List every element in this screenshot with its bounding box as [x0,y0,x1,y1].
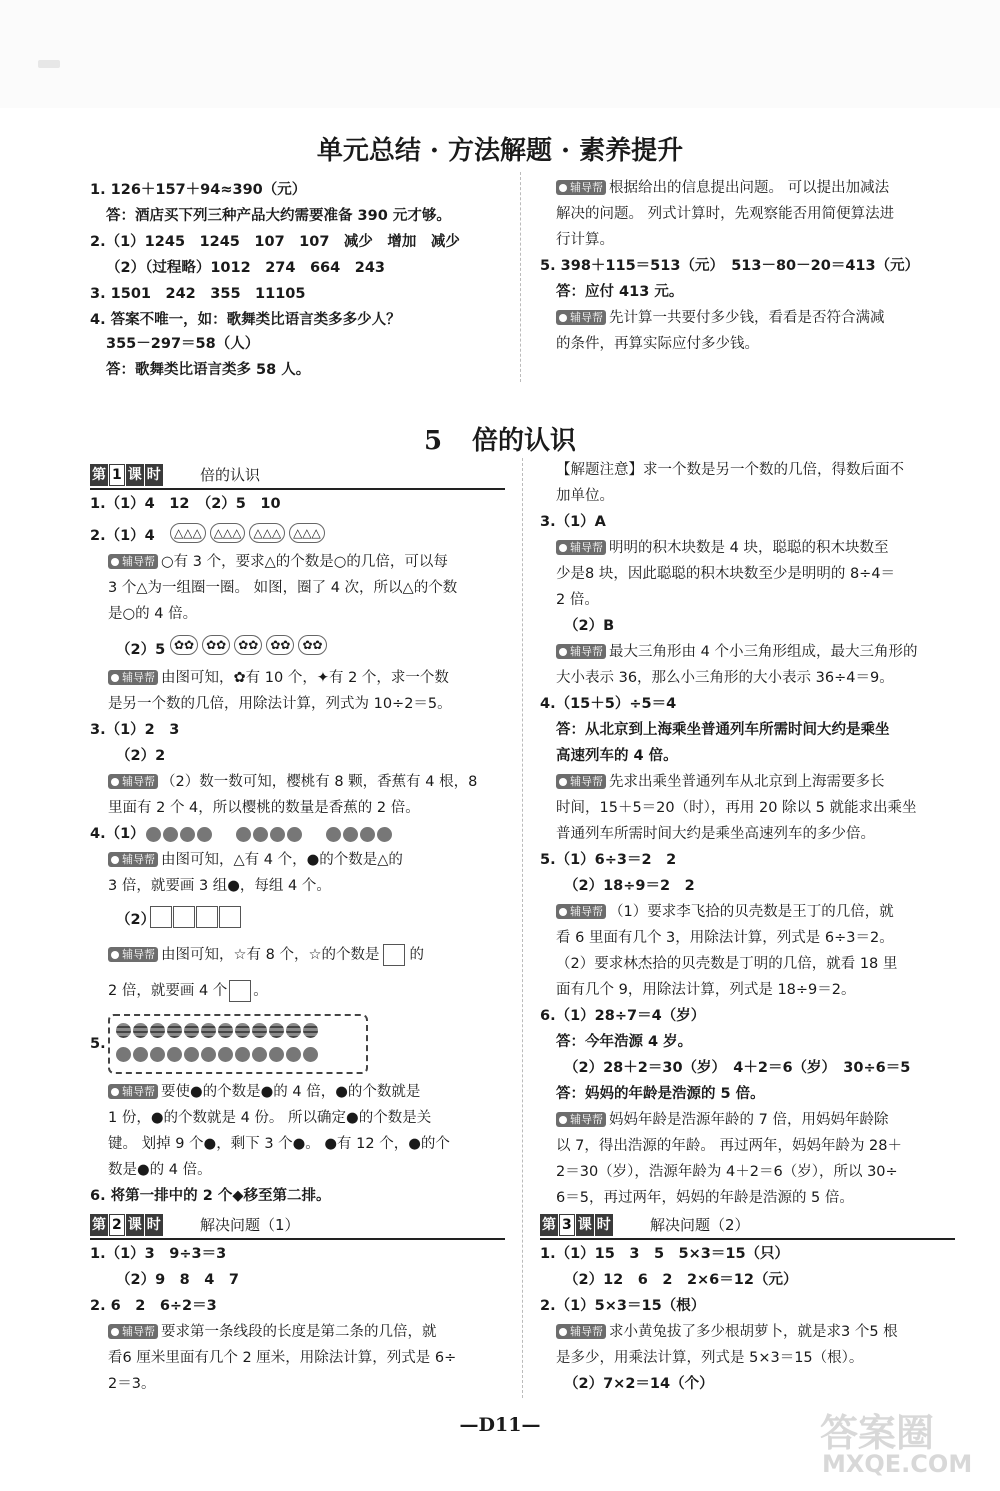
l1-hint4-1: 辅导帮 由图可知，△有 4 个，●的个数是△的 [108,850,403,870]
hint-badge: 辅导帮 [108,852,158,867]
triangle-group: △△△ [210,523,246,543]
hint-badge: 辅导帮 [556,180,606,195]
l2-q1-2: （2）9 8 4 7 [116,1272,239,1288]
lesson2-header [90,1214,505,1240]
square-box [196,906,218,928]
r-hint5-3: （2）要求林杰拾的贝壳数是丁明的几倍，就看 18 里 [556,956,898,972]
l2-hint-3: 2＝3。 [108,1376,156,1392]
triangle-group: △△△ [249,523,285,543]
r-q6-ans-2: 答：妈妈的年龄是浩源的 5 倍。 [556,1086,765,1102]
dot [360,827,375,842]
l1-hint3-2: 里面有 2 个 4，所以樱桃的数量是香蕉的 2 倍。 [108,800,420,816]
r-q3-1: 3.（1）A [540,514,606,530]
r-hint5-1: 辅导帮 （1）要求李飞拾的贝壳数是王丁的几倍，就 [556,902,894,922]
l1-q5: 5. [90,1036,106,1052]
dot [236,827,251,842]
squares-figure [150,906,242,928]
l2-q2: 2. 6 2 6÷2＝3 [90,1298,217,1314]
r-hint5-4: 面有几个 9，用除法计算，列式是 18÷9＝2。 [556,982,856,998]
hint-badge: 辅导帮 [556,774,606,789]
summary-hint1-line2: 解决的问题。 列式计算时，先观察能否用简便算法进 [556,206,895,222]
lesson3-header [540,1214,955,1240]
dot [270,827,285,842]
r-note-1: 【解题注意】求一个数是另一个数的几倍，得数后面不 [556,462,904,478]
l1-hint4b-1: 辅导帮 由图可知，☆有 8 个，☆的个数是 的 [108,944,424,966]
l1-hint5-2: 1 份，●的个数就是 4 份。 所以确定●的个数是关 [108,1110,432,1126]
l1-q6: 6. 将第一排中的 2 个◆移至第二排。 [90,1188,331,1204]
l2-hint-2: 看6 厘米里面有几个 2 厘米，用除法计算，列式是 6÷ [108,1350,457,1366]
dot [180,827,195,842]
l1-q1: 1.（1）4 12 （2）5 10 [90,496,281,512]
l3-q1-1: 1.（1）15 3 5 5×3＝15（只） [540,1246,790,1262]
square-box [229,980,251,1002]
dots-groups-figure [146,824,394,843]
r-q4-ans-2: 高速列车的 4 倍。 [556,748,678,764]
l1-hint5-1: 辅导帮 要使●的个数是●的 4 倍，●的个数就是 [108,1082,420,1102]
summary-q5: 5. 398＋115＝513（元） 513－80－20＝413（元） [540,258,920,274]
l1-hint2b-2: 是另一个数的几倍，用除法计算，列式为 10÷2＝5。 [108,696,452,712]
r-q6-ans-1: 答：今年浩源 4 岁。 [556,1034,693,1050]
l3-q2-2: （2）7×2＝14（个） [564,1376,714,1392]
r-note-2: 加单位。 [556,488,614,504]
summary-q4-answer: 答：歌舞类比语言类多 58 人。 [106,362,311,378]
flower-group: ✿✿ [298,635,326,655]
chapter-title: 5 倍的认识 [423,426,577,456]
summary-hint1-line1: 辅导帮 根据给出的信息提出问题。 可以提出加减法 [556,178,889,198]
r-hint6-3: 2＝30（岁），浩源年龄为 4＋2＝6（岁），所以 30÷ [556,1164,898,1180]
square-box [150,906,172,928]
dot [253,827,268,842]
hint-badge: 辅导帮 [556,644,606,659]
dot [377,827,392,842]
r-q4: 4.（15＋5）÷5＝4 [540,696,677,712]
summary-hint2-line2: 的条件，再算实际应付多少钱。 [556,336,759,352]
summary-hint1-line3: 行计算。 [556,232,614,248]
flower-group: ✿✿ [202,635,230,655]
dot [326,827,341,842]
r-hint4-3: 普通列车所需时间大约是乘坐高速列车的多少倍。 [556,826,875,842]
column-divider [522,458,524,1398]
r-q6-1: 6.（1）28÷7＝4（岁） [540,1008,706,1024]
dot [197,827,212,842]
summary-q5-answer: 答：应付 413 元。 [556,284,684,300]
l1-hint2b-1: 辅导帮 由图可知，✿有 10 个，✦有 2 个，求一个数 [108,668,449,688]
summary-q4-calc: 355－297＝58（人） [106,336,260,352]
dot [146,827,161,842]
r-hint3-3: 2 倍。 [556,592,599,608]
l1-hint2-1: 辅导帮 ○有 3 个，要求△的个数是○的几倍，可以每 [108,552,448,572]
hint-badge: 辅导帮 [556,1324,606,1339]
r-q5-1: 5.（1）6÷3＝2 2 [540,852,677,868]
r-hint3-2: 少是8 块，因此聪聪的积木块数至少是明明的 8÷4＝ [556,566,896,582]
summary-q1-answer: 答：酒店买下列三种产品大约需要准备 390 元才够。 [106,208,451,224]
lesson3-badge: 第 3 课 时 [540,1214,614,1236]
l1-q3-2: （2）2 [116,748,166,764]
hint-badge: 辅导帮 [556,310,606,325]
lesson1-title: 倍的认识 [200,466,261,484]
square-box [383,944,405,966]
summary-q1: 1. 126＋157＋94≈390（元） [90,182,307,198]
r-hint6-1: 辅导帮 妈妈年龄是浩源年龄的 7 倍，用妈妈年龄除 [556,1110,888,1130]
l3-q1-2: （2）12 6 2 2×6＝12（元） [564,1272,798,1288]
l1-hint3-1: 辅导帮 （2）数一数可知，樱桃有 8 颗，香蕉有 4 根，8 [108,772,477,792]
r-q3-2: （2）B [564,618,615,634]
summary-hint2-line1: 辅导帮 先计算一共要付多少钱，看看是否符合满减 [556,308,885,328]
lesson1-header [90,464,505,490]
hint-badge: 辅导帮 [556,1112,606,1127]
r-hint5-2: 看 6 里面有几个 3，用除法计算，列式是 6÷3＝2。 [556,930,894,946]
summary-q3: 3. 1501 242 355 11105 [90,286,306,302]
r-hint4-2: 时间，15＋5＝20（时），再用 20 除以 5 就能求出乘坐 [556,800,917,816]
l2-hint-1: 辅导帮 要求第一条线段的长度是第二条的几倍，就 [108,1322,437,1342]
l3-hint-1: 辅导帮 求小黄兔拔了多少根胡萝卜，就是求3 个5 根 [556,1322,898,1342]
dot [343,827,358,842]
hint-badge: 辅导帮 [108,554,158,569]
l1-hint5-3: 键。 划掉 9 个●，剩下 3 个●。 ●有 12 个，●的个 [108,1136,450,1152]
l1-hint4b-2: 2 倍，就要画 4 个 。 [108,980,268,1002]
r-hint3-1: 辅导帮 明明的积木块数是 4 块，聪聪的积木块数至 [556,538,888,558]
balls-figure [116,1020,360,1063]
l1-q2-1: 2.（1）4 [90,528,155,544]
flower-group: ✿✿ [170,635,198,655]
lesson1-badge: 第 1 课 时 [90,464,164,486]
summary-q4: 4. 答案不唯一，如：歌舞类比语言类多多少人？ [90,312,401,328]
l1-q3-1: 3.（1）2 3 [90,722,180,738]
lesson3-title: 解决问题（2） [650,1216,750,1234]
hint-badge: 辅导帮 [108,1324,158,1339]
hint-badge: 辅导帮 [108,947,158,962]
r-hint3b-2: 大小表示 36，那么小三角形的大小表示 36÷4＝9。 [556,670,894,686]
summary-q2-1: 2.（1）1245 1245 107 107 减少 增加 减少 [90,234,460,250]
top-scan-band [0,0,1000,108]
hint-badge: 辅导帮 [556,904,606,919]
r-hint6-4: 6＝5，再过两年，妈妈的年龄是浩源的 5 倍。 [556,1190,854,1206]
l2-q1-1: 1.（1）3 9÷3＝3 [90,1246,227,1262]
scan-mark [38,60,60,68]
hint-badge: 辅导帮 [108,670,158,685]
r-q5-2: （2）18÷9＝2 2 [564,878,695,894]
dot [287,827,302,842]
hint-badge: 辅导帮 [556,540,606,555]
r-q6-2: （2）28＋2＝30（岁） 4＋2＝6（岁） 30÷6＝5 [564,1060,911,1076]
l1-q4-2: （2） [116,912,156,928]
square-box [219,906,241,928]
l1-hint5-4: 数是●的 4 倍。 [108,1162,212,1178]
square-box [173,906,195,928]
r-q4-ans-1: 答：从北京到上海乘坐普通列车所需时间大约是乘坐 [556,722,890,738]
unit-summary-title: 单元总结 · 方法解题 · 素养提升 [316,136,684,166]
hint-badge: 辅导帮 [108,1084,158,1099]
flower-group: ✿✿ [234,635,262,655]
summary-divider [520,172,522,382]
l3-hint-2: 是多少，用乘法计算，列式是 5×3＝15（根）。 [556,1350,864,1366]
lesson2-badge: 第 2 课 时 [90,1214,164,1236]
dot [163,827,178,842]
l1-hint2-2: 3 个△为一组圈一圈。 如图，圈了 4 次，所以△的个数 [108,580,458,596]
triangle-group: △△△ [170,523,206,543]
triangle-groups-figure [170,522,329,543]
l1-q4-1: 4.（1） [90,826,145,842]
flower-groups-figure [170,634,331,655]
hint-badge: 辅导帮 [108,774,158,789]
flower-group: ✿✿ [266,635,294,655]
r-hint4-1: 辅导帮 先求出乘坐普通列车从北京到上海需要多长 [556,772,885,792]
watermark-logo: 答案圈 [820,1411,935,1455]
l1-hint4-2: 3 倍，就要画 3 组●，每组 4 个。 [108,878,331,894]
lesson2-title: 解决问题（1） [200,1216,300,1234]
r-hint6-2: 以 7，得出浩源的年龄。 再过两年，妈妈年龄为 28＋ [556,1138,903,1154]
watermark-url: MXQE.COM [822,1450,973,1478]
r-hint3b-1: 辅导帮 最大三角形由 4 个小三角形组成，最大三角形的 [556,642,917,662]
triangle-group: △△△ [289,523,325,543]
page-number: —D11— [459,1414,541,1436]
l1-q2-2: （2）5 [116,642,166,658]
l1-hint2-3: 是○的 4 倍。 [108,606,198,622]
l3-q2-1: 2.（1）5×3＝15（根） [540,1298,706,1314]
summary-q2-2: （2）（过程略）1012 274 664 243 [106,260,385,276]
